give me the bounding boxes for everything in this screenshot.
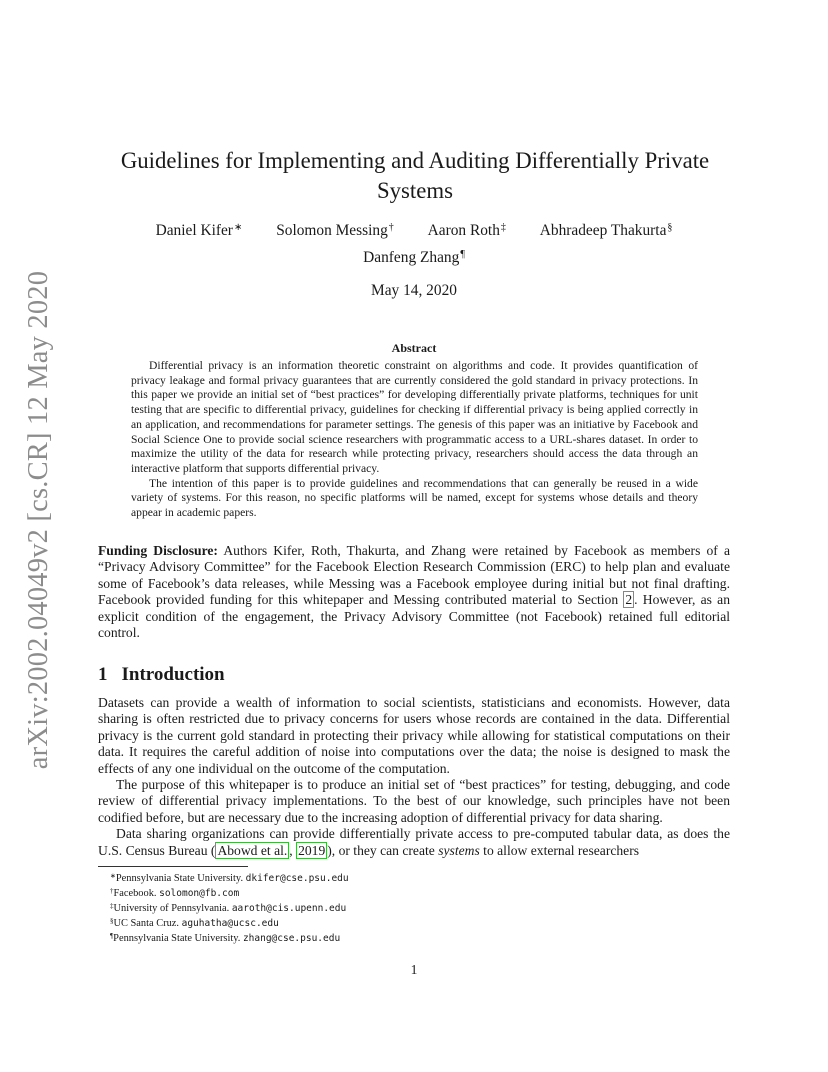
body-text: , <box>289 842 297 858</box>
section-number: 1 <box>98 664 108 685</box>
footnotes <box>110 870 349 945</box>
abstract-heading: Abstract <box>391 341 437 355</box>
author-footnote-mark: † <box>388 222 394 233</box>
footnote <box>110 900 349 915</box>
footnote <box>110 885 349 900</box>
body-paragraph: Datasets can provide a wealth of information to social scientists, statisticians and economists. However, data sharing is often restricted due to privacy concerns for users whose records are contained in the data. Differential privacy is the current gold standard in protecting their privacy while allowing for statistical computations on their data. It requires the careful addition of noise into computations over the data; the noise is designed to mask the effects of any one individual on the outcome of the computation. <box>98 695 730 776</box>
author-name: Solomon Messing <box>276 222 388 239</box>
footnote-affiliation: Pennsylvania State University. <box>113 933 243 944</box>
author-footnote-mark: ∗ <box>233 222 243 233</box>
funding-text: . However, as an explicit condition of the engagement, the Privacy Advisory Committee (not Facebook) retained full editorial control. <box>98 592 730 641</box>
funding-label: Funding Disclosure: <box>98 543 218 558</box>
body-paragraph <box>98 826 730 859</box>
citation-year-link[interactable]: 2019 <box>298 842 326 858</box>
author-list <box>0 222 828 240</box>
footnote-affiliation: UC Santa Cruz. <box>113 918 182 929</box>
author-name: Aaron Roth <box>427 222 500 239</box>
footnote-affiliation: University of Pennsylvania. <box>113 903 232 914</box>
author-name: Daniel Kifer <box>155 222 233 239</box>
footnote-mark: ‡ <box>110 902 114 910</box>
section-heading <box>98 664 225 686</box>
footnote-affiliation: Pennsylvania State University. <box>115 873 246 884</box>
author <box>428 222 506 239</box>
footnote-mark: § <box>110 917 114 925</box>
footnote-email: zhang@cse.psu.edu <box>242 933 341 944</box>
footnote-mark: ∗ <box>110 872 116 880</box>
arxiv-identifier-text: arXiv:2002.04049v2 [cs.CR] 12 May 2020 <box>23 270 55 770</box>
footnote-divider <box>98 866 248 867</box>
funding-disclosure <box>98 543 730 641</box>
publication-date: May 14, 2020 <box>371 282 457 299</box>
footnote <box>110 870 349 885</box>
funding-text: Authors Kifer, Roth, Thakurta, and Zhang were retained by Facebook as members of a “Privacy Advisory Committee” for the Facebook Election Research Commission (ERC) to help plan and evaluate some of Facebook’s data releases, while Messing was a Facebook employee during initial but not final drafting. Facebook provided funding for this whitepaper and Messing contributed material to Section <box>98 543 730 608</box>
author-list-second-row <box>0 249 828 267</box>
footnote-email: dkifer@cse.psu.edu <box>245 873 349 884</box>
footnote <box>110 915 349 930</box>
body-text: to allow external researchers <box>479 842 640 858</box>
author-footnote-mark: ‡ <box>500 222 506 233</box>
section-reference-link[interactable]: 2 <box>625 592 633 608</box>
abstract-paragraph: The intention of this paper is to provide guidelines and recommendations that can generally be reused in a wide variety of systems. For this reason, no specific platforms will be named, except for systems whose details and theory appear in academic papers. <box>131 476 698 520</box>
footnote-email: aaroth@cis.upenn.edu <box>231 903 347 914</box>
author <box>363 249 465 266</box>
footnote <box>110 930 349 945</box>
author <box>276 222 394 239</box>
author-footnote-mark: § <box>667 222 673 233</box>
author-name: Danfeng Zhang <box>363 249 460 266</box>
author <box>156 222 243 239</box>
footnote-mark: † <box>110 887 114 895</box>
author-footnote-mark: ¶ <box>460 249 465 260</box>
citation-link[interactable]: Abowd et al. <box>217 842 288 858</box>
emphasized-term: systems <box>438 842 480 858</box>
footnote-affiliation: Facebook. <box>113 888 160 899</box>
abstract-paragraph: Differential privacy is an information theoretic constraint on algorithms and code. It provides quantification of privacy leakage and formal privacy guarantees that are currently considered the gold standard in privacy protections. In this paper we provide an initial set of “best practices” for developing differentially private platforms, techniques for unit testing that are specific to differential privacy, guidelines for checking if differential privacy is being applied correctly in an application, and recommendations for parameter settings. The genesis of this paper was an initiative by Facebook and Social Science One to provide social science researchers with programmatic access to a URL-shares dataset. In order to maximize the utility of the data for research while protecting privacy, researchers should access the data through an interactive platform that supports differential privacy. <box>131 359 698 475</box>
body-text: ), or they can create <box>327 842 439 858</box>
abstract-body <box>131 359 698 521</box>
introduction-body <box>98 695 730 859</box>
section-title: Introduction <box>121 664 225 685</box>
footnote-email: aguhatha@ucsc.edu <box>181 918 279 929</box>
page-number: 1 <box>410 962 418 977</box>
footnote-mark: ¶ <box>110 932 114 940</box>
author-name: Abhradeep Thakurta <box>539 222 667 239</box>
body-text: Data sharing organizations can provide differentially private access to pre-computed tabular data, as does the U.S. Census Bureau ( <box>98 826 730 858</box>
footnote-email: solomon@fb.com <box>159 888 240 899</box>
body-paragraph: The purpose of this whitepaper is to produce an initial set of “best practices” for testing, debugging, and code review of differential privacy implementations. To the best of our knowledge, such principles have not been codified before, but are necessary due to the increasing adoption of differential privacy for data sharing. <box>98 777 730 825</box>
paper-title: Guidelines for Implementing and Auditing Differentially Private Systems <box>120 148 710 203</box>
author <box>540 222 673 239</box>
